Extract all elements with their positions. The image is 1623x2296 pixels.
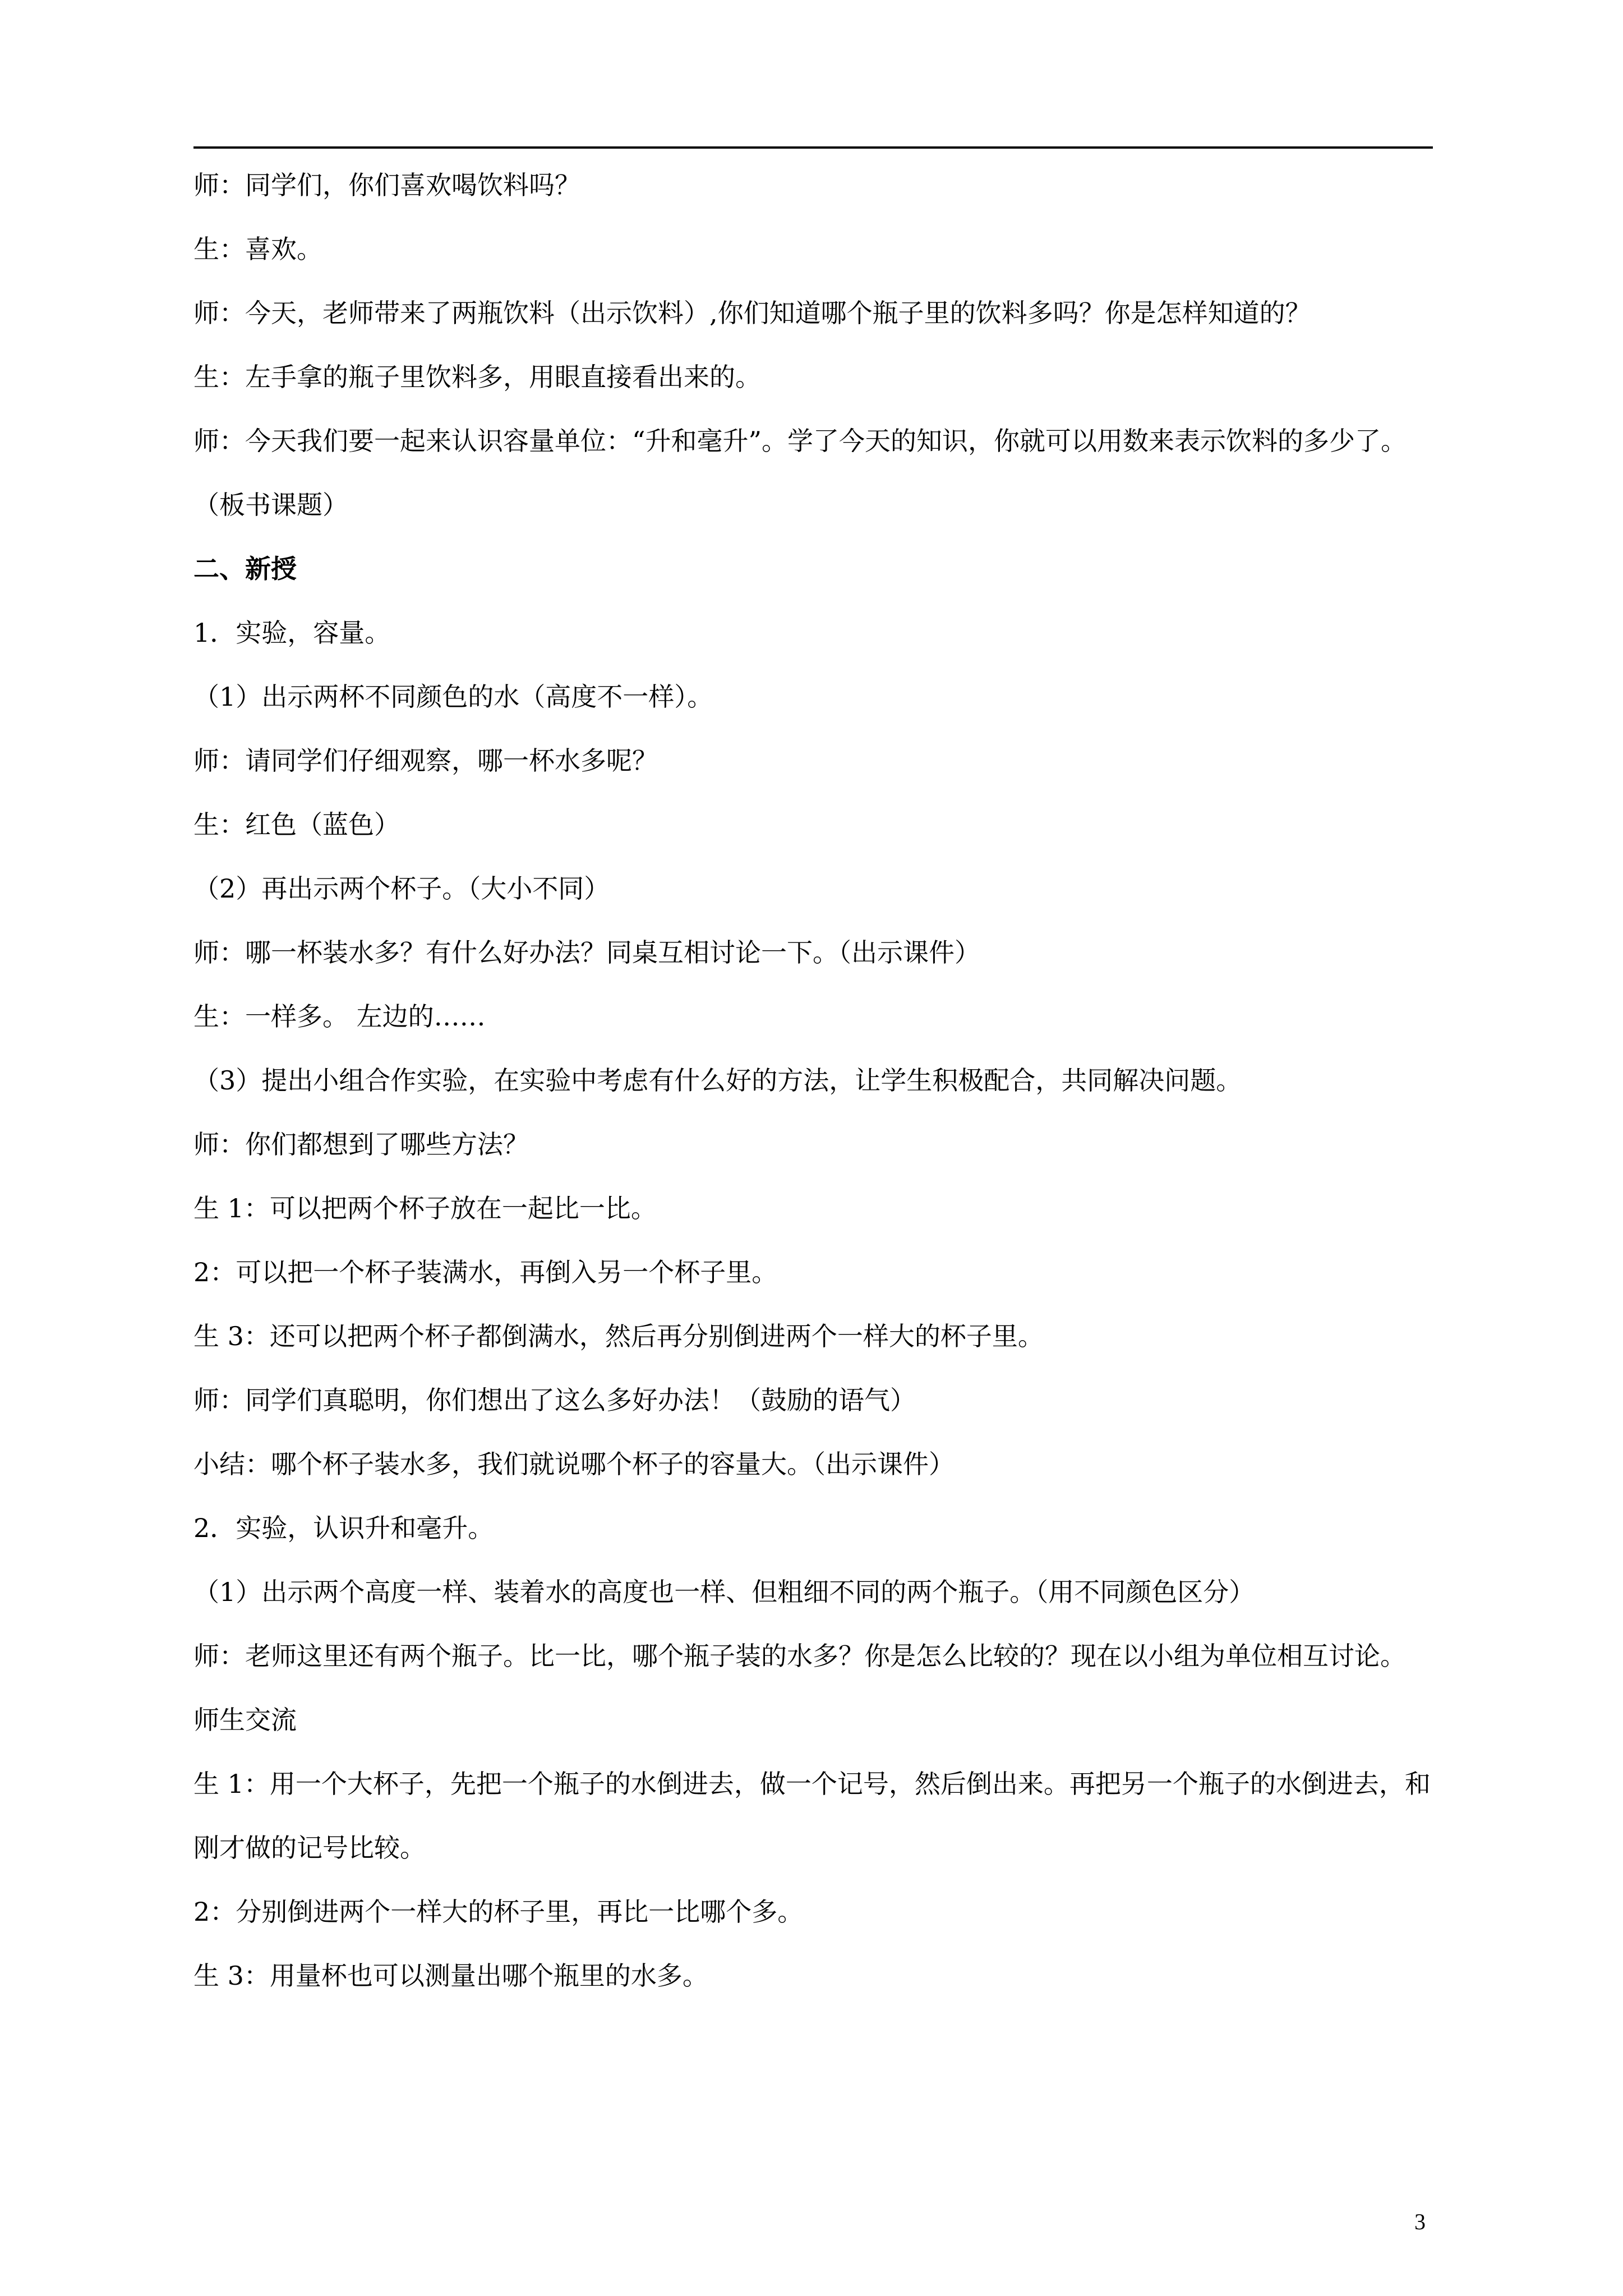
paragraph: 师生交流 xyxy=(193,1705,297,1735)
paragraph: 生：一样多。 左边的…… xyxy=(193,1001,486,1032)
paragraph: 师：同学们，你们喜欢喝饮料吗？ xyxy=(193,170,580,200)
paragraph: 2：可以把一个杯子装满水，再倒入另一个杯子里。 xyxy=(193,1257,778,1287)
page-number: 3 xyxy=(1414,2209,1426,2234)
paragraph: 生 1：可以把两个杯子放在一起比一比。 xyxy=(193,1193,657,1223)
paragraph: （2）再出示两个杯子。（大小不同） xyxy=(193,873,610,904)
paragraph: 2．实验，认识升和毫升。 xyxy=(193,1513,494,1543)
paragraph: （3）提出小组合作实验，在实验中考虑有什么好的方法，让学生积极配合，共同解决问题。 xyxy=(193,1065,1242,1096)
section-heading: 二、新授 xyxy=(193,554,297,584)
paragraph: 师：老师这里还有两个瓶子。比一比，哪个瓶子装的水多？你是怎么比较的？现在以小组为单位相互讨论。 xyxy=(193,1641,1406,1671)
document-body xyxy=(193,168,1433,2023)
paragraph: （1）出示两杯不同颜色的水（高度不一样）。 xyxy=(193,682,713,712)
paragraph: 生：喜欢。 xyxy=(193,234,322,264)
paragraph: 1．实验，容量。 xyxy=(193,618,391,648)
paragraph: 师：今天，老师带来了两瓶饮料（出示饮料）,你们知道哪个瓶子里的饮料多吗？你是怎样知道的？ xyxy=(193,298,1311,328)
header-rule xyxy=(193,146,1433,149)
paragraph: 生：左手拿的瓶子里饮料多，用眼直接看出来的。 xyxy=(193,362,761,392)
paragraph: 生 1：用一个大杯子，先把一个瓶子的水倒进去，做一个记号，然后倒出来。再把另一个瓶子的水倒进去，和刚才做的记号比较。 xyxy=(193,1769,1431,1863)
paragraph: 师：请同学们仔细观察，哪一杯水多呢？ xyxy=(193,746,658,776)
paragraph: （1）出示两个高度一样、装着水的高度也一样、但粗细不同的两个瓶子。（用不同颜色区分） xyxy=(193,1577,1255,1607)
paragraph: 师：同学们真聪明，你们想出了这么多好办法！（鼓励的语气） xyxy=(193,1385,916,1415)
paragraph: 师：你们都想到了哪些方法？ xyxy=(193,1129,529,1159)
paragraph: 生 3：用量杯也可以测量出哪个瓶里的水多。 xyxy=(193,1961,708,1991)
paragraph: 生 3：还可以把两个杯子都倒满水，然后再分别倒进两个一样大的杯子里。 xyxy=(193,1321,1044,1351)
paragraph: 生：红色（蓝色） xyxy=(193,809,400,840)
paragraph: 小结：哪个杯子装水多，我们就说哪个杯子的容量大。（出示课件） xyxy=(193,1449,955,1479)
paragraph: 师：哪一杯装水多？有什么好办法？同桌互相讨论一下。（出示课件） xyxy=(193,937,980,968)
paragraph: 2：分别倒进两个一样大的杯子里，再比一比哪个多。 xyxy=(193,1897,804,1927)
paragraph: 师：今天我们要一起来认识容量单位：“升和毫升”。学了今天的知识，你就可以用数来表示饮料的多少了。（板书课题） xyxy=(193,426,1407,520)
